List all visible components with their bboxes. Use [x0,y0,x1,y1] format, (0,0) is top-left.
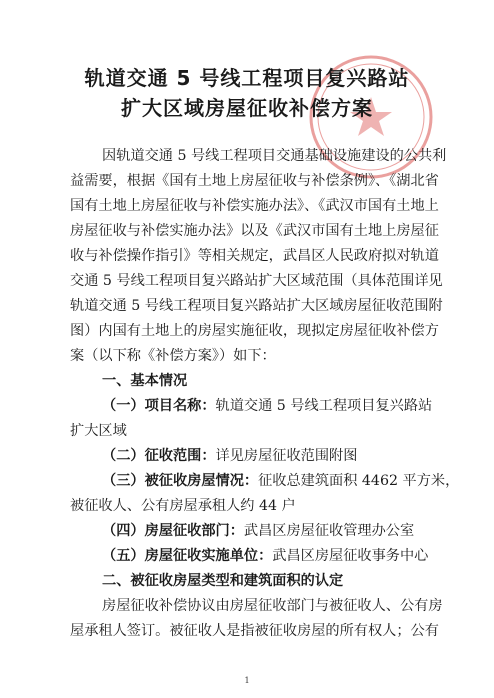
item2-label: （二）征收范围： [102,448,216,464]
item2-value: 详见房屋征收范围附图 [215,448,358,464]
item1-line [102,394,438,418]
item3-label: （三）被征收房屋情况： [102,473,259,489]
intro-line-2: 益需要，根据《国有土地上房屋征收与补偿条例》、《湖北省 [70,173,439,189]
intro-line-5: 收与补偿操作指引》等相关规定，武昌区人民政府拟对轨道 [70,248,439,264]
intro-line-3: 国有土地上房屋征收与补偿实施办法》、《武汉市国有土地上 [70,198,439,214]
item4-value: 武昌区房屋征收管理办公室 [243,523,415,539]
item3-continuation: 被征收人、公有房屋承租人约 44 户 [70,498,296,514]
intro-line-1: 因轨道交通 5 号线工程项目交通基础设施建设的公共利 [102,148,447,164]
page-number: 1 [244,676,250,685]
item2-line [102,444,438,468]
intro-line-7: 轨道交通 5 号线工程项目复兴路站扩大区域房屋征收范围附 [70,298,443,314]
item5-value: 武昌区房屋征收事务中心 [272,548,429,564]
item4-line [102,519,438,543]
item4-label: （四）房屋征收部门： [102,523,244,539]
item1-label: （一）项目名称： [102,398,216,414]
item3-line [102,469,460,493]
item1-value: 轨道交通 5 号线工程项目复兴路站 [215,398,433,414]
intro-line-9: 案（以下称《补偿方案》）如下： [70,348,276,364]
document-title-line2: 扩大区域房屋征收补偿方案 [121,96,373,120]
item3-value: 征收总建筑面积 4462 平方米， [258,473,460,489]
item5-label: （五）房屋征收实施单位： [102,548,273,564]
item1-continuation: 扩大区域 [70,423,127,439]
intro-line-4: 房屋征收与补偿实施办法》以及《武汉市国有土地上房屋征 [70,223,439,239]
intro-line-8: 图）内国有土地上的房屋实施征收，现拟定房屋征收补偿方 [70,323,439,339]
item5-line [102,544,438,568]
section2-line-2: 屋承租人签订。被征收人是指被征收房屋的所有权人；公有 [70,623,439,639]
section1-heading: 一、基本情况 [102,373,188,389]
intro-line-6: 交通 5 号线工程项目复兴路站扩大区域范围（具体范围详见 [70,273,443,289]
section2-line-1: 房屋征收补偿协议由房屋征收部门与被征收人、公有房 [102,598,443,614]
section2-heading: 二、被征收房屋类型和建筑面积的认定 [102,573,344,589]
document-title-line1: 轨道交通 5 号线工程项目复兴路站 [84,66,410,90]
